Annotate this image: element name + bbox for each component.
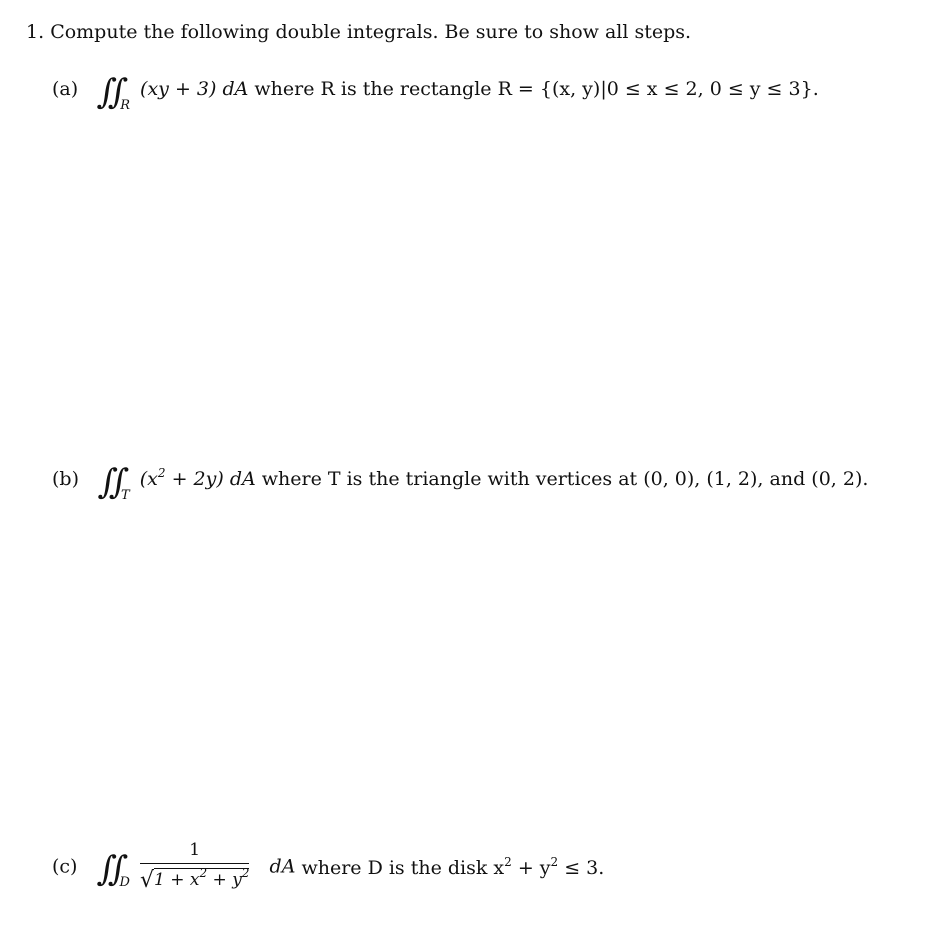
problem-instruction: Compute the following double integrals. Be sure to show all steps.	[50, 21, 692, 43]
integrand-b-base: (x	[139, 468, 158, 490]
region-subscript-a: R	[120, 98, 130, 113]
square-root-icon: √	[140, 868, 155, 893]
description-c: where D is the disk $x^2 + y^2 \le 3$.	[301, 855, 605, 879]
differential-c: dA	[269, 855, 296, 878]
double-integral-symbol-a: ∬	[96, 72, 117, 112]
description-b: where T is the triangle with vertices at (0, 0), (1, 2), and (0, 2).	[261, 468, 869, 490]
double-integral-symbol-c: ∬	[95, 849, 116, 889]
differential-b: dA	[229, 468, 256, 490]
integrand-fraction-c	[140, 842, 249, 892]
part-c	[52, 842, 604, 892]
problem-number: 1.	[26, 21, 45, 43]
integrand-b	[140, 468, 224, 490]
integrand-b-rest: + 2y)	[165, 468, 224, 490]
double-integral-symbol-b: ∬	[96, 462, 118, 502]
part-b-label: (b)	[52, 468, 79, 490]
fraction-denominator	[140, 864, 249, 892]
radicand: $1 + x^2 + y^2$	[154, 866, 250, 890]
part-a	[52, 72, 819, 113]
integrand-b-exponent: 2	[157, 466, 166, 480]
part-a-label: (a)	[52, 78, 79, 100]
differential-a: dA	[222, 78, 249, 100]
integrand-a: (xy + 3)	[140, 78, 217, 100]
part-c-label: (c)	[52, 855, 78, 878]
description-a: where R is the rectangle R = {(x, y)|0 ≤ x ≤ 2, 0 ≤ y ≤ 3}.	[254, 78, 819, 100]
part-b	[52, 462, 869, 503]
problem-heading	[26, 23, 691, 42]
region-subscript-c: D	[119, 875, 130, 890]
region-subscript-b: T	[121, 488, 130, 503]
fraction-numerator: 1	[189, 840, 201, 860]
